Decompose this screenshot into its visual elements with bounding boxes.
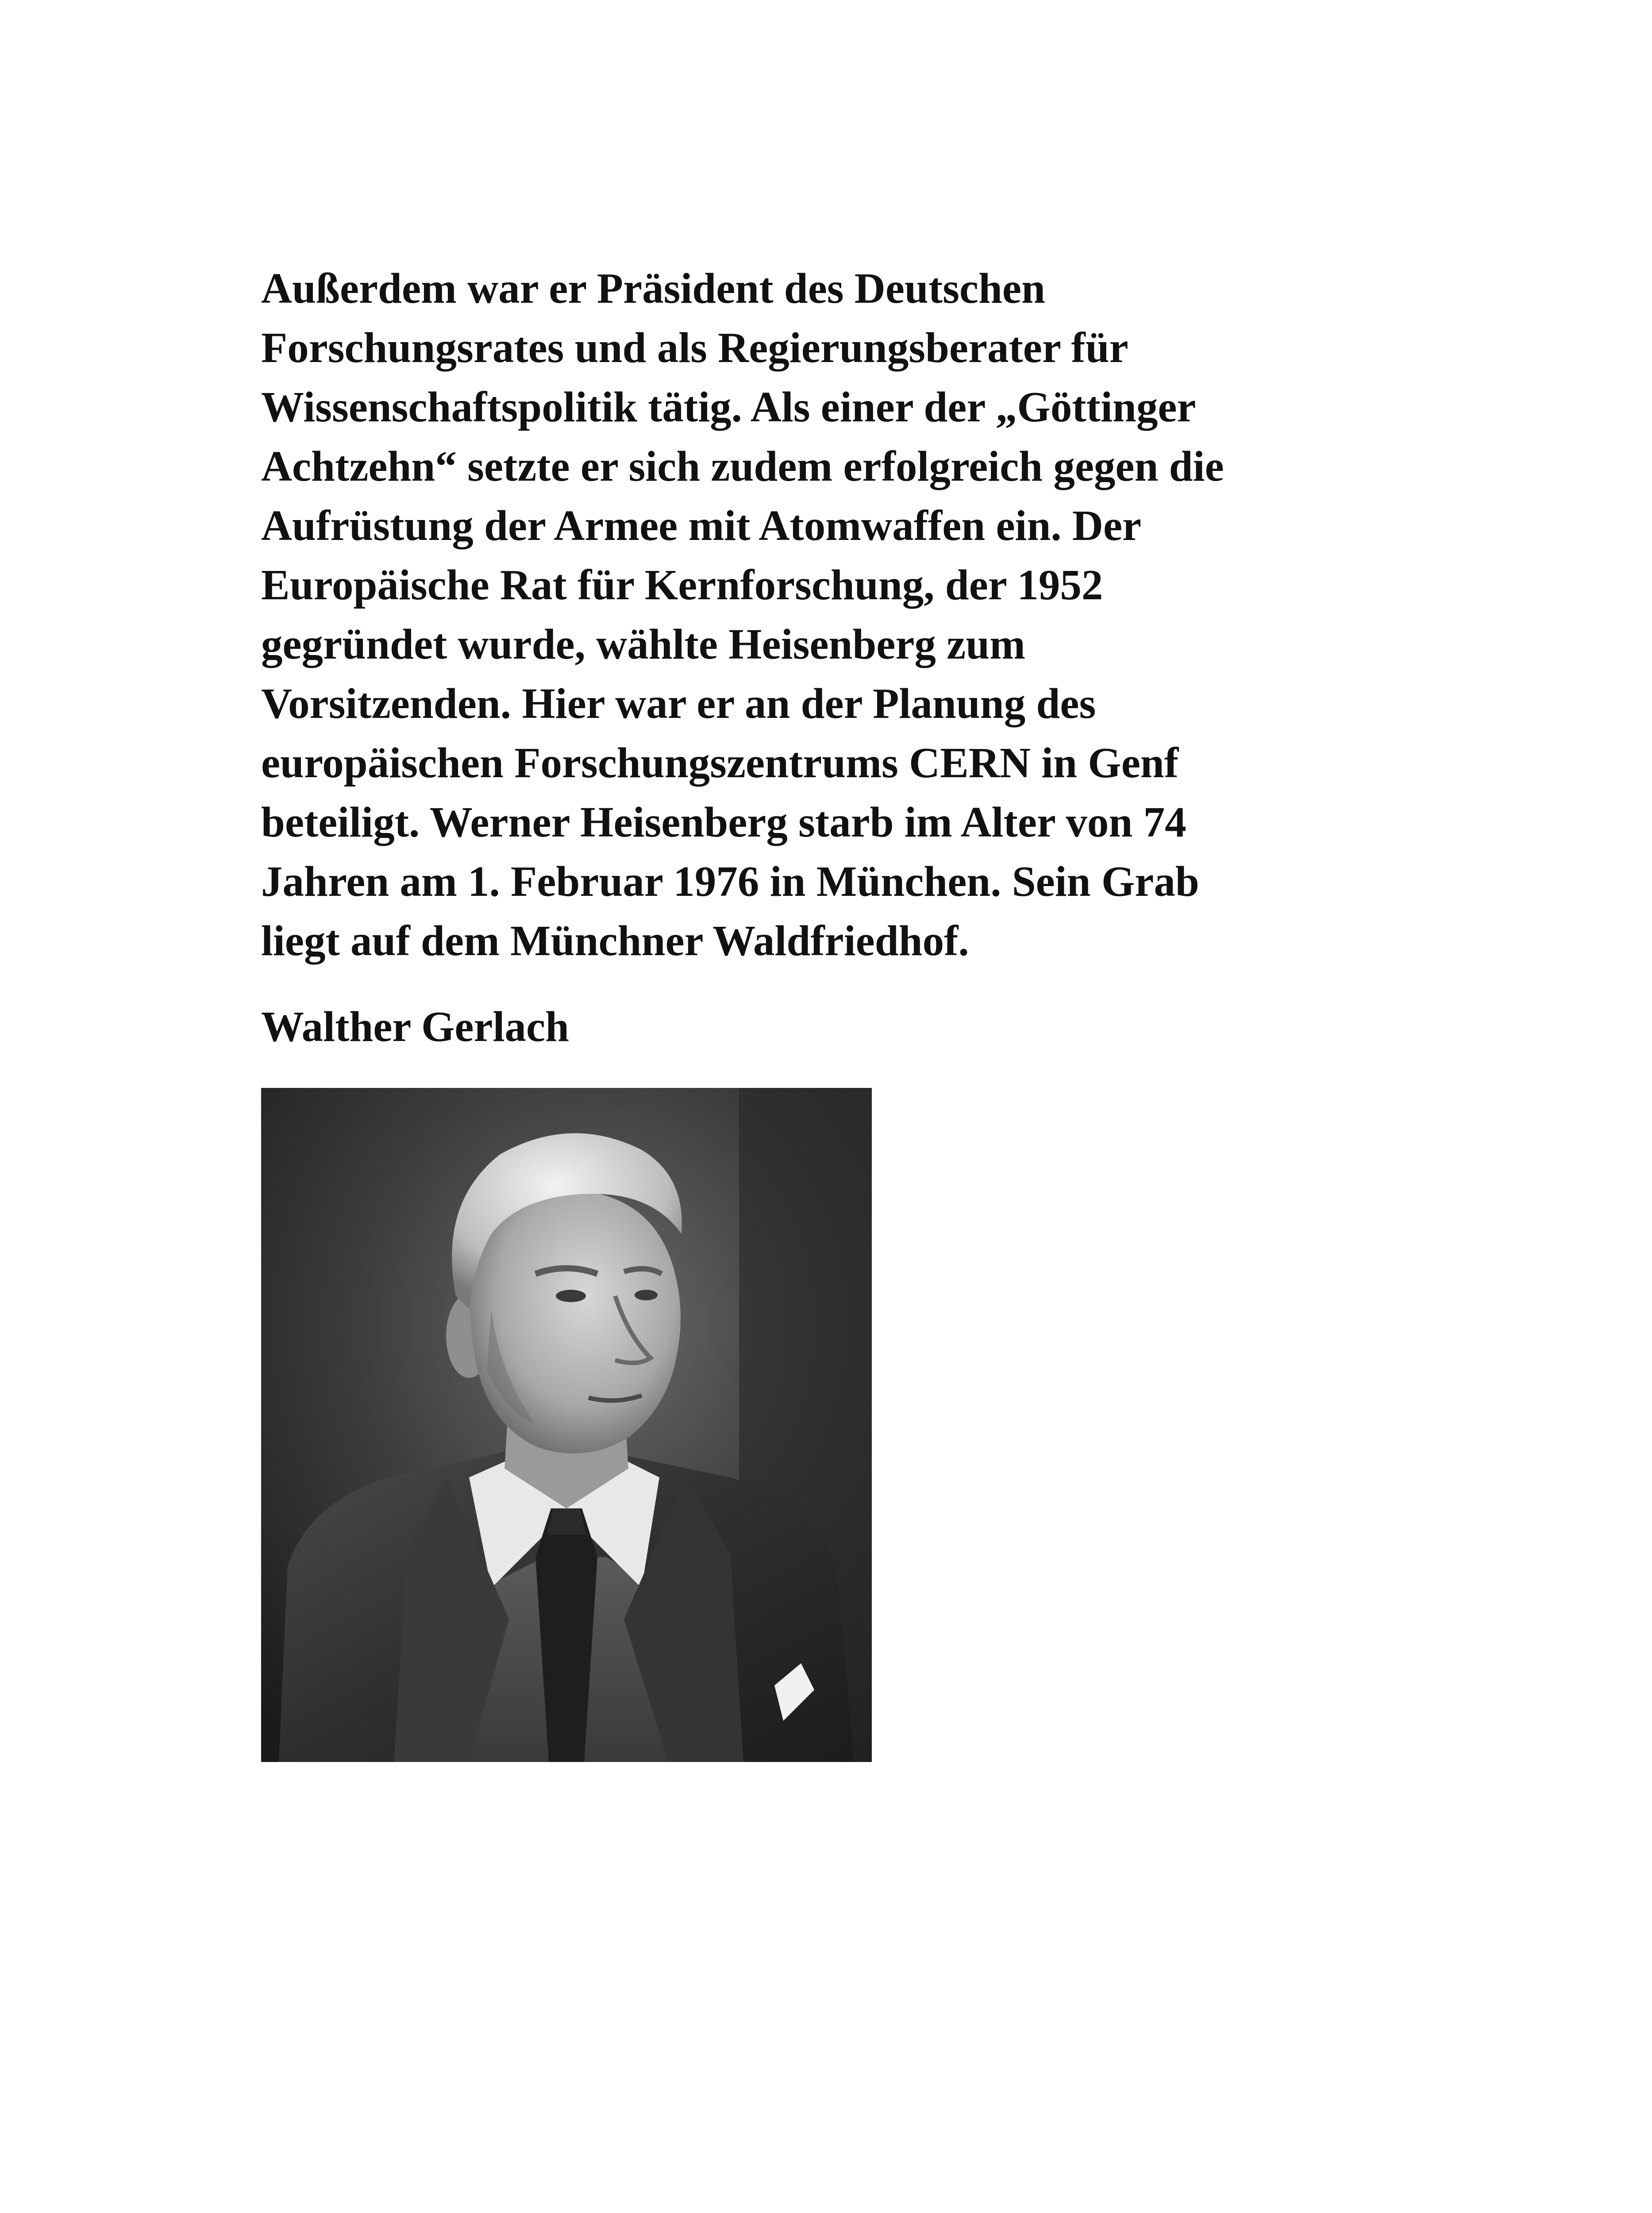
paragraph-line: liegt auf dem Münchner Waldfriedhof. [261,917,969,964]
section-heading: Walther Gerlach [261,1003,569,1050]
portrait-photo [261,1088,872,1762]
paragraph-line: Europäische Rat für Kernforschung, der 1952 [261,561,1103,609]
paragraph-line: Jahren am 1. Februar 1976 in München. Sein Grab [261,858,1199,905]
paragraph-line: europäischen Forschungszentrums CERN in Genf [261,739,1179,787]
paragraph-line: Vorsitzenden. Hier war er an der Planung des [261,680,1096,727]
paragraph-line: beteiligt. Werner Heisenberg starb im Alter von 74 [261,798,1186,846]
paragraph-line: gegründet wurde, wählte Heisenberg zum [261,621,1025,668]
paragraph-line: Außerdem war er Präsident des Deutschen [261,265,1045,312]
paragraph-line: Forschungsrates und als Regierungsberater für [261,324,1128,371]
paragraph-line: Wissenschaftspolitik tätig. Als einer der „Göttinger [261,383,1196,431]
portrait-photo-icon [261,1088,872,1762]
paragraph-line: Aufrüstung der Armee mit Atomwaffen ein. Der [261,502,1142,549]
paragraph-line: Achtzehn“ setzte er sich zudem erfolgreich gegen die [261,443,1224,490]
body-paragraph [261,259,1367,971]
